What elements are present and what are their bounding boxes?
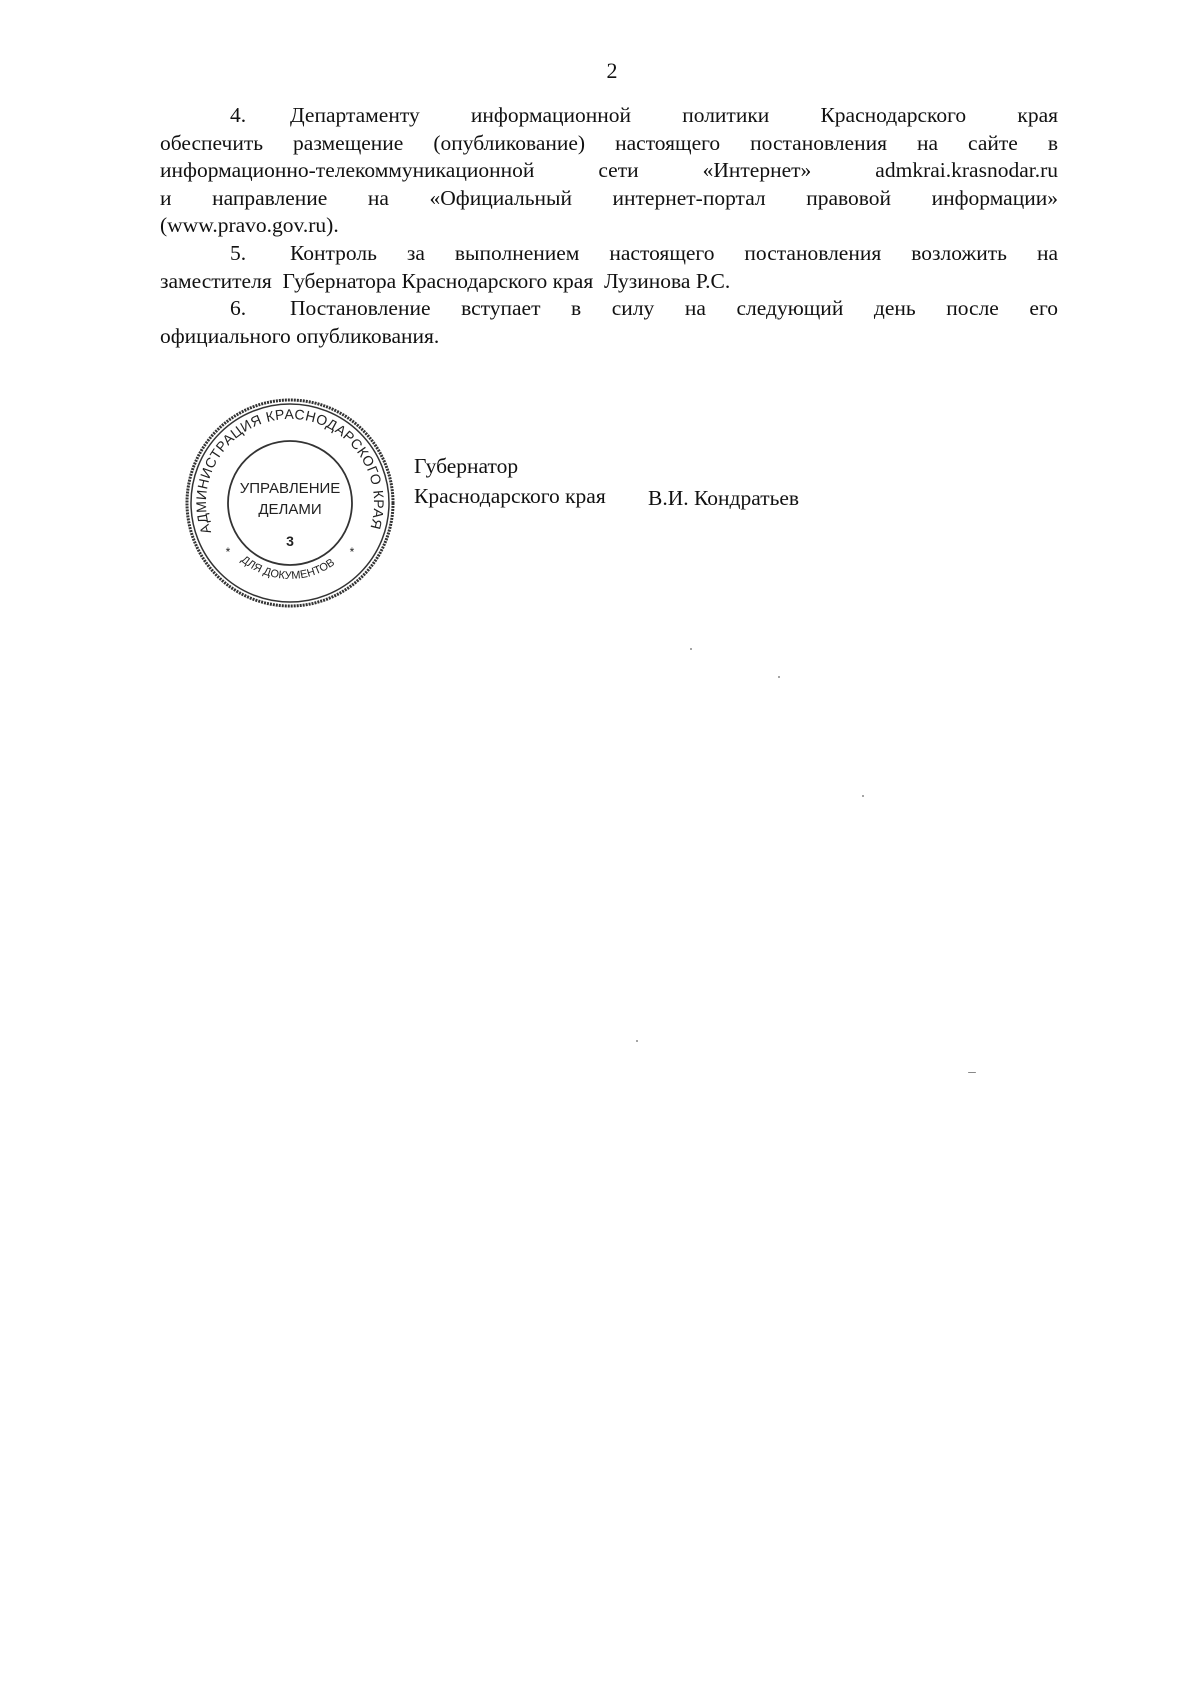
paragraph-6 [160, 295, 1058, 350]
signature-position-line2: Краснодарского края [414, 484, 606, 508]
scan-speck [862, 795, 864, 797]
stamp-center-line1: УПРАВЛЕНИЕ [239, 480, 341, 497]
text-line: информационно-телекоммуникационной сети «Интернет» admkrai.krasnodar.ru [160, 158, 1058, 183]
stamp-ring-text: АДМИНИСТРАЦИЯ КРАСНОДАРСКОГО КРАЯ [192, 405, 388, 537]
svg-text:ДЛЯ ДОКУМЕНТОВ [239, 554, 337, 582]
scan-speck [690, 648, 692, 650]
paragraph-4 [160, 102, 1058, 240]
text-line: Департаменту информационной политики Краснодарского края [290, 103, 1058, 127]
stamp-number: 3 [286, 533, 294, 549]
official-stamp [180, 398, 400, 608]
stamp-center-line2: ДЕЛАМИ [258, 501, 322, 518]
text-line: заместителя Губернатора Краснодарского края Лузинова Р.С. [160, 268, 731, 293]
scan-speck [968, 1072, 976, 1073]
scan-speck [778, 676, 780, 678]
text-line: обеспечить размещение (опубликование) настоящего постановления на сайте в [160, 130, 1058, 155]
star-icon: * [225, 545, 231, 559]
text-line: (www.pravo.gov.ru). [160, 213, 339, 238]
paragraph-number: 5. [230, 240, 247, 265]
text-line: Контроль за выполнением настоящего постановления возложить на [290, 240, 1058, 265]
document-body [160, 102, 1058, 350]
signatory-name: В.И. Кондратьев [648, 486, 800, 510]
text-line: и направление на «Официальный интернет-портал правовой информации» [160, 185, 1058, 210]
text-line: официального опубликования. [160, 323, 440, 348]
star-icon: * [349, 545, 355, 559]
scan-speck [636, 1040, 638, 1042]
page-number: 2 [606, 58, 618, 83]
signature-position-line1: Губернатор [414, 454, 519, 478]
paragraph-number: 4. [230, 103, 247, 127]
paragraph-5 [160, 240, 1058, 295]
text-line: Постановление вступает в силу на следующий день после его [290, 296, 1058, 321]
stamp-bottom-text: ДЛЯ ДОКУМЕНТОВ [238, 553, 337, 583]
paragraph-number: 6. [230, 296, 247, 321]
